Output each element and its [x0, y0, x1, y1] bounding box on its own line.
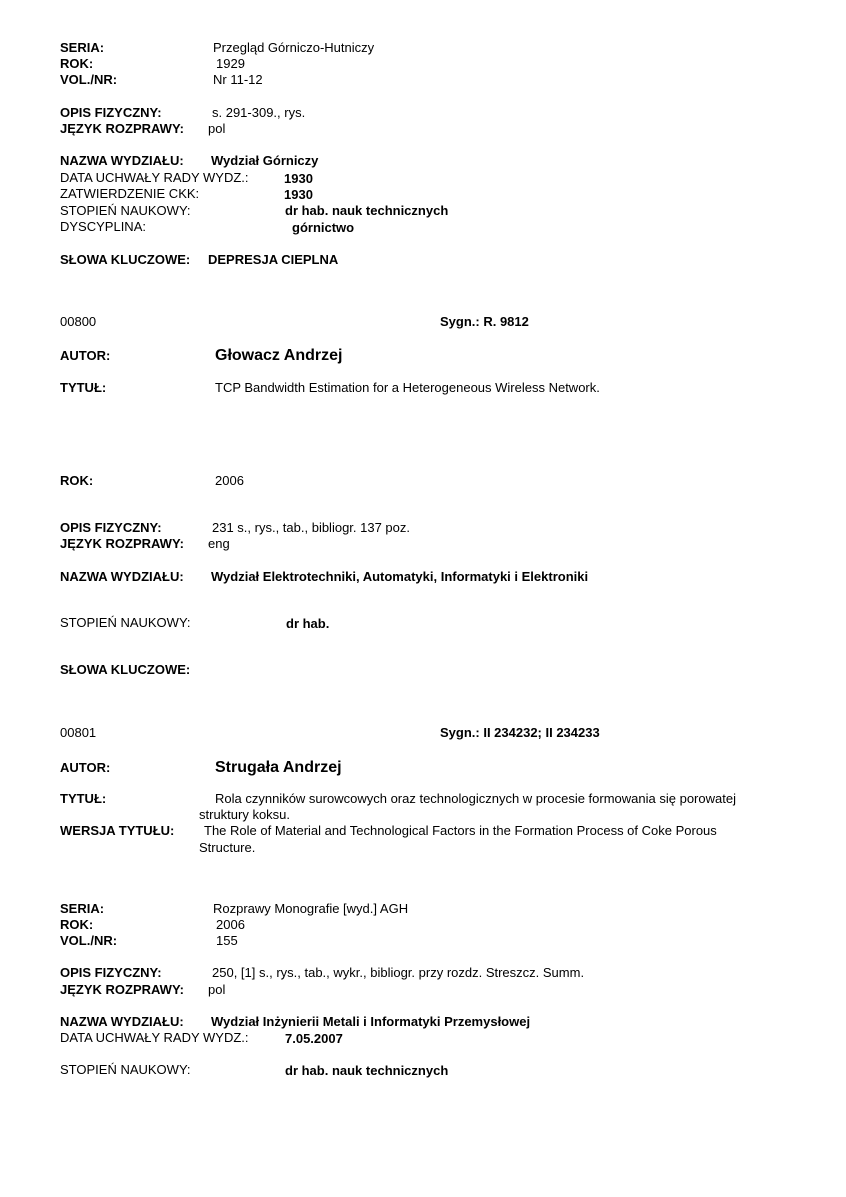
opis-label: OPIS FIZYCZNY:: [60, 520, 162, 535]
vol-label: VOL./NR:: [60, 72, 118, 87]
jezyk-value: eng: [208, 536, 230, 551]
wydzial-value: Wydział Górniczy: [211, 153, 319, 168]
rok-label: ROK:: [60, 56, 94, 71]
ckk-label: ZATWIERDZENIE CKK:: [60, 186, 200, 201]
wydzial-value: Wydział Elektrotechniki, Automatyki, Informatyki i Elektroniki: [211, 569, 589, 584]
seria-value: Przegląd Górniczo-Hutniczy: [213, 40, 375, 55]
rok-value: 2006: [216, 917, 245, 932]
rok-label: ROK:: [60, 473, 94, 488]
slowa-value: DEPRESJA CIEPLNA: [208, 252, 339, 267]
rok-label: ROK:: [60, 917, 94, 932]
vol-label: VOL./NR:: [60, 933, 118, 948]
record-number: 00801: [60, 725, 97, 740]
rok-value: 1929: [216, 56, 245, 71]
wersja-line-2: Structure.: [199, 840, 256, 855]
sygnatura: Sygn.: R. 9812: [440, 314, 529, 329]
wersja-line-1: The Role of Material and Technological Factors in the Formation Process of Coke Porous: [204, 823, 717, 838]
tytul-line-2: struktury koksu.: [199, 807, 291, 822]
stopien-value: dr hab. nauk technicznych: [285, 203, 449, 218]
opis-label: OPIS FIZYCZNY:: [60, 965, 162, 980]
seria-label: SERIA:: [60, 901, 105, 916]
ckk-value: 1930: [284, 187, 313, 202]
jezyk-label: JĘZYK ROZPRAWY:: [60, 121, 184, 136]
wydzial-value: Wydział Inżynierii Metali i Informatyki Przemysłowej: [211, 1014, 531, 1029]
stopien-label: STOPIEŃ NAUKOWY:: [60, 615, 191, 630]
seria-value: Rozprawy Monografie [wyd.] AGH: [213, 901, 409, 916]
wydzial-label: NAZWA WYDZIAŁU:: [60, 569, 184, 584]
wersja-label: WERSJA TYTUŁU:: [60, 823, 175, 838]
jezyk-label: JĘZYK ROZPRAWY:: [60, 982, 184, 997]
slowa-label: SŁOWA KLUCZOWE:: [60, 662, 191, 677]
opis-value: 250, [1] s., rys., tab., wykr., bibliogr. przy rozdz. Streszcz. Summ.: [212, 965, 585, 980]
slowa-label: SŁOWA KLUCZOWE:: [60, 252, 191, 267]
opis-value: s. 291-309., rys.: [212, 105, 306, 120]
uchwala-value: 7.05.2007: [285, 1031, 343, 1046]
autor-label: AUTOR:: [60, 348, 111, 363]
rok-value: 2006: [215, 473, 244, 488]
autor-value: Głowacz Andrzej: [215, 347, 343, 364]
stopien-label: STOPIEŃ NAUKOWY:: [60, 1062, 191, 1077]
jezyk-value: pol: [208, 121, 226, 136]
uchwala-label: DATA UCHWAŁY RADY WYDZ.:: [60, 1030, 249, 1045]
tytul-line-1: Rola czynników surowcowych oraz technologicznych w procesie formowania się porowatej: [215, 791, 736, 806]
opis-value: 231 s., rys., tab., bibliogr. 137 poz.: [212, 520, 411, 535]
seria-label: SERIA:: [60, 40, 105, 55]
tytul-label: TYTUŁ:: [60, 380, 107, 395]
opis-label: OPIS FIZYCZNY:: [60, 105, 162, 120]
jezyk-label: JĘZYK ROZPRAWY:: [60, 536, 184, 551]
stopien-label: STOPIEŃ NAUKOWY:: [60, 203, 191, 218]
autor-value: Strugała Andrzej: [215, 759, 342, 776]
vol-value: 155: [216, 933, 238, 948]
vol-value: Nr 11-12: [213, 72, 263, 87]
wydzial-label: NAZWA WYDZIAŁU:: [60, 1014, 184, 1029]
autor-label: AUTOR:: [60, 760, 111, 775]
sygnatura: Sygn.: II 234232; II 234233: [440, 725, 600, 740]
dyscyplina-value: górnictwo: [292, 220, 355, 235]
jezyk-value: pol: [208, 982, 226, 997]
uchwala-label: DATA UCHWAŁY RADY WYDZ.:: [60, 170, 249, 185]
uchwala-value: 1930: [284, 171, 313, 186]
dyscyplina-label: DYSCYPLINA:: [60, 219, 146, 234]
wydzial-label: NAZWA WYDZIAŁU:: [60, 153, 184, 168]
stopien-value: dr hab.: [286, 616, 330, 631]
tytul-value: TCP Bandwidth Estimation for a Heterogeneous Wireless Network.: [215, 380, 600, 395]
stopien-value: dr hab. nauk technicznych: [285, 1063, 449, 1078]
record-number: 00800: [60, 314, 97, 329]
tytul-label: TYTUŁ:: [60, 791, 107, 806]
